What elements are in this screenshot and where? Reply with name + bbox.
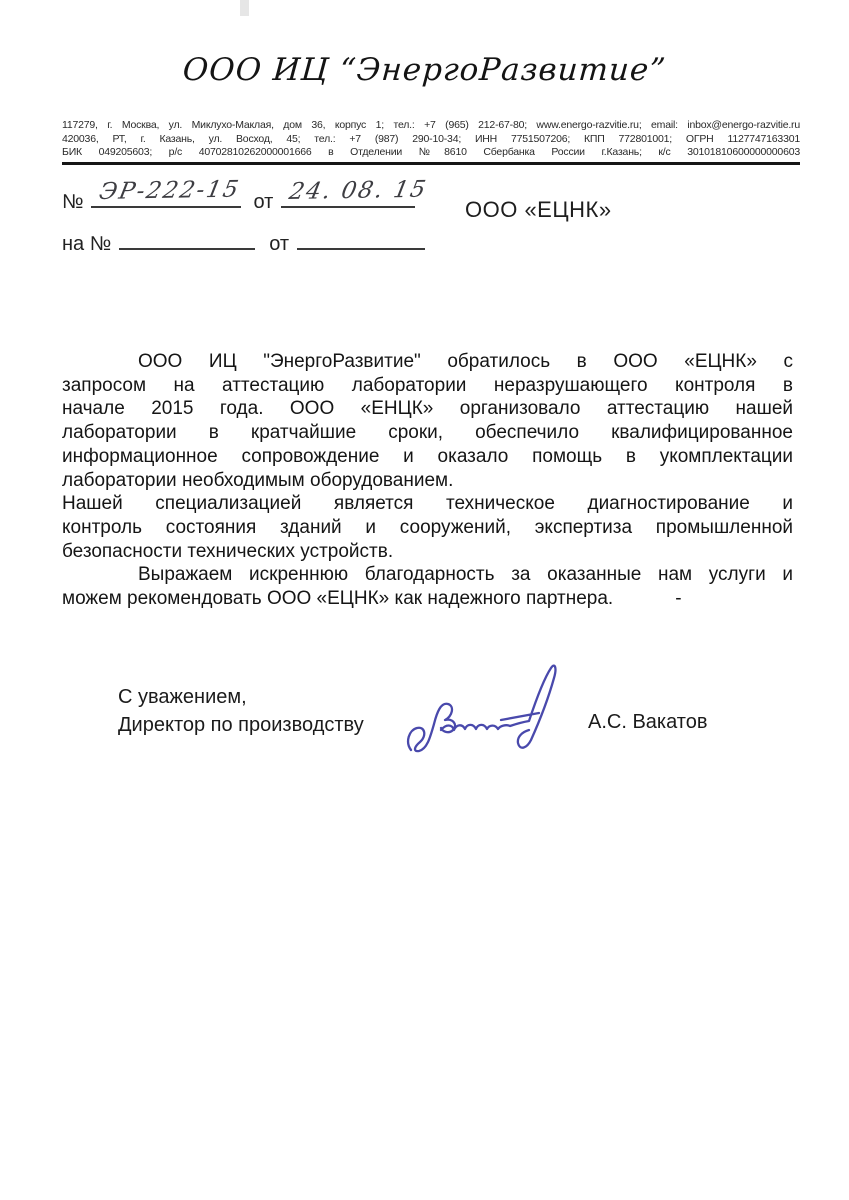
recipient-name: ООО «ЕЦНК» [465,197,612,222]
body-line-text: можем рекомендовать ООО «ЕЦНК» как надежного партнера. [62,588,614,610]
number-label: № [62,191,84,213]
signature-autograph [403,658,573,758]
letterhead-divider [62,162,800,165]
scan-artifact [240,0,249,16]
reply-date-field [297,228,425,250]
contact-line-bank: БИК 049205603; р/с 40702810262000001666 в Отделении №8610 Сбербанка России г.Казань; к/с 30101810600000000603 [62,146,800,159]
body-line: лаборатории необходимым оборудованием. [62,469,454,491]
reference-number-row [62,176,430,214]
reply-number-label: на № [62,233,112,255]
number-field [91,176,243,208]
body-line: контроль состояния зданий и сооружений, экспертиза промышленной [62,516,793,538]
reply-reference-row [62,228,425,256]
body-line: Выражаем искреннюю благодарность за оказанные нам услуги и [138,564,793,586]
body-line: запросом на аттестацию лаборатории неразрушающего контроля в [62,374,793,396]
body-line: Нашей специализацией является техническое диагностирование и [62,493,793,515]
signature-stroke [408,666,555,752]
signer-name: А.С. Вакатов [588,711,708,733]
body-line: информационное сопровождение и оказало помощь в укомплектации [62,445,793,467]
date-field [281,176,430,208]
body-line: безопасности технических устройств. [62,540,394,562]
contact-line-kazan: 420036, РТ, г. Казань, ул. Восход, 45; тел.: +7 (987) 290-10-34; ИНН 7751507206; КПП 772801001; ОГРН 1127747163301 [62,132,800,145]
reply-number-field [119,228,255,250]
contact-line-moscow: 117279, г. Москва, ул. Миклухо-Маклая, дом 36, корпус 1; тел.: +7 (965) 212-67-80; www.energo-razvitie.ru; email: inbox@energo-razvitie.ru [62,119,800,131]
reply-date-label: от [269,233,290,255]
company-logo: ООО ИЦ “ЭнергоРазвитие” [181,52,668,88]
body-line [62,587,793,611]
trailing-dash: - [675,588,682,610]
body-line: лаборатории в кратчайшие сроки, обеспечило квалифицированное [62,422,793,444]
handwritten-number: ЭР-222-15 [97,176,243,205]
handwritten-date: 24. 08. 15 [287,176,430,205]
letterhead-contact-info [62,119,800,160]
body-line: ООО ИЦ "ЭнергоРазвитие" обратилось в ООО «ЕЦНК» с [138,351,793,372]
closing-salutation: С уважением, [118,686,247,708]
date-label: от [253,191,274,213]
body-line: начале 2015 года. ООО «ЕНЦК» организовало аттестацию нашей [62,398,793,420]
letter-body [62,350,793,611]
signer-title: Директор по производству [118,714,364,736]
